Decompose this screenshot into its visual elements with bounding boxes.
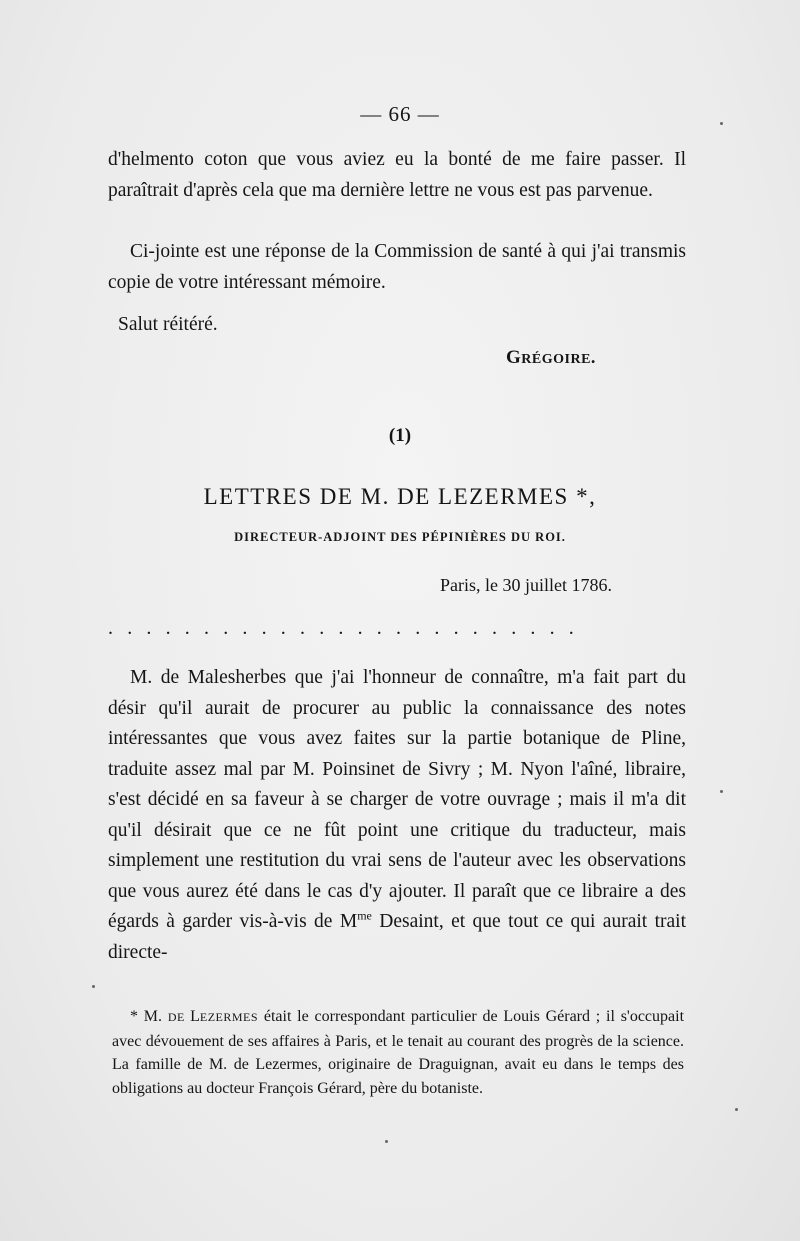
paragraph-commission — [108, 237, 686, 298]
paragraph-text: d'helmento coton que vous aviez eu la bonté de me faire passer. Il paraîtrait d'après cela que ma dernière lettre ne vous est pas parvenue. — [108, 149, 686, 201]
footnote-paragraph — [112, 1005, 684, 1100]
letter-superscript: me — [357, 908, 372, 923]
letter-paragraph — [108, 663, 686, 968]
letter-body — [108, 663, 686, 968]
paper-speck — [720, 790, 723, 793]
footnote-name-initial: L — [190, 1008, 200, 1025]
signature-rest: RÉGOIRE — [521, 352, 591, 367]
closing-salutation: Salut réitéré. — [118, 314, 218, 335]
footnote-de: DE — [167, 1010, 191, 1024]
ellipsis-line: ......................... — [108, 617, 588, 639]
paper-speck — [385, 1140, 388, 1143]
footnote-name-rest: EZERMES — [199, 1010, 259, 1024]
letter-text-part1: M. de Malesherbes que j'ai l'honneur de connaître, m'a fait part du désir qu'il aurait de procurer au public la connaissance des notes intéressantes que vous avez faites sur la partie botanique de Pline, traduite assez mal par M. Poinsinet de Sivry ; M. Nyon l'aîné, libraire, s'est décidé en sa faveur à se charger de votre ouvrage ; mais il m'a dit qu'il désirait que ce ne fût point une critique du traducteur, mais simplement une restitution du vrai sens de l'auteur avec les observations que vous aurez été dans le cas d'y ajouter. Il paraît que ce libraire a des égards à garder vis-à-vis de M — [108, 667, 686, 932]
section-title: LETTRES DE M. DE LEZERMES *, — [203, 484, 597, 509]
paper-speck — [735, 1108, 738, 1111]
signature-initial: G — [506, 347, 522, 368]
paragraph-opening — [108, 145, 686, 206]
paper-speck — [92, 985, 95, 988]
paragraph-text: Ci-jointe est une réponse de la Commission de santé à qui j'ai transmis copie de votre intéressant mémoire. — [108, 241, 686, 293]
section-number: (1) — [388, 425, 412, 446]
footnote-star: * M. — [130, 1008, 168, 1025]
page-number: — 66 — — [360, 102, 440, 126]
footnote-text: était le correspondant particulier de Louis Gérard ; il s'occupait avec dévouement de ses affaires à Paris, et le tenait au courant des progrès de la science. La famille de M. de Lezermes, originaire de Draguignan, avait eu dans le temps des obligations au docteur François Gérard, père du botaniste. — [112, 1008, 685, 1097]
signature-end: . — [590, 347, 596, 367]
footnote — [112, 1005, 684, 1100]
letter-dateline: Paris, le 30 juillet 1786. — [440, 575, 612, 595]
paper-speck — [720, 122, 723, 125]
signature-gregoire — [506, 347, 596, 369]
letter-text-part2: Desaint, et que tout ce qui aurait trait directe- — [108, 911, 686, 963]
section-subtitle: DIRECTEUR-ADJOINT DES PÉPINIÈRES DU ROI. — [234, 530, 566, 544]
